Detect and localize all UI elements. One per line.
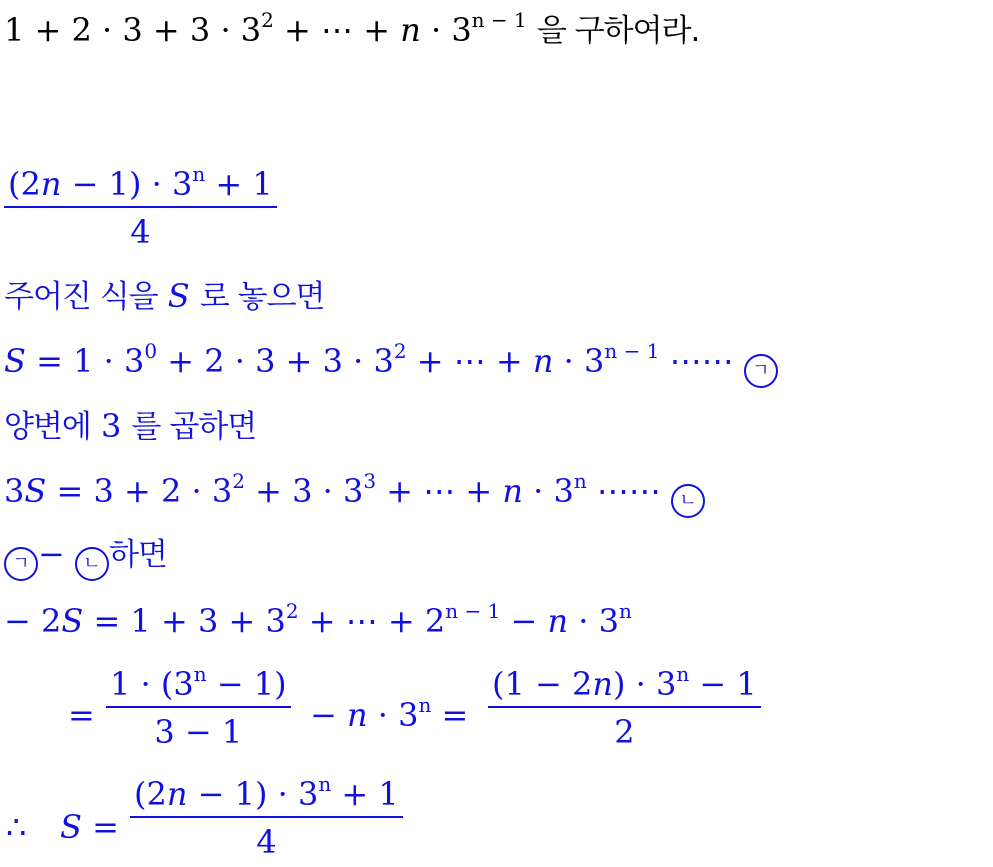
conclusion-denominator: 4 bbox=[256, 823, 277, 861]
fraction-2-denominator: 2 bbox=[614, 713, 635, 751]
answer-denominator: 4 bbox=[130, 213, 151, 251]
middle-term: − $n \cdot 3^n$ = bbox=[310, 693, 469, 734]
fraction-bar bbox=[130, 816, 403, 818]
solution-line-3 bbox=[4, 407, 257, 445]
equation-1: $S = 1 \cdot 3^0 + 2 \cdot 3 + 3 \cdot 3^2$ + ⋯ + $n \cdot 3^{n - 1}$ ⋯⋯ ㄱ bbox=[4, 345, 778, 388]
conclusion bbox=[0, 772, 993, 867]
solution-text: 주어진 식을 bbox=[4, 279, 158, 315]
fraction-bar bbox=[488, 706, 761, 708]
conclusion-fraction bbox=[130, 772, 403, 861]
fraction-bar bbox=[106, 706, 291, 708]
solution-line-5: ㄱ − ㄴ 하면 bbox=[4, 538, 167, 581]
solution-text: 양변에 bbox=[4, 409, 91, 445]
variable-s: S bbox=[167, 277, 190, 315]
circled-nieun-marker: ㄴ bbox=[75, 547, 109, 581]
fraction-1-numerator: $1 \cdot (3^n - 1)$ bbox=[110, 662, 287, 703]
circled-giyeok-marker: ㄱ bbox=[4, 547, 38, 581]
conclusion-numerator: $(2n - 1) \cdot 3^n + 1$ bbox=[134, 772, 399, 813]
fraction-2 bbox=[488, 662, 761, 751]
fraction-bar bbox=[4, 206, 277, 208]
circled-giyeok-marker: ㄱ bbox=[744, 354, 778, 388]
solution-text: 로 놓으면 bbox=[199, 279, 325, 315]
question-text: 을 구하여라. bbox=[536, 13, 700, 49]
solution-text: 하면 bbox=[108, 537, 167, 573]
answer-fraction bbox=[4, 162, 277, 251]
multiplier: 3 bbox=[101, 407, 122, 445]
question-expression: $1 + 2 \cdot 3 + 3 \cdot 3^2$ + ⋯ + $n \cdot 3^{n - 1}$ bbox=[4, 8, 527, 49]
fraction-2-numerator: $(1 - 2n) \cdot 3^n - 1$ bbox=[492, 662, 757, 703]
conclusion-lhs: S = bbox=[60, 808, 119, 846]
fraction-1-denominator: 3 − 1 bbox=[154, 713, 243, 751]
solution-text: 를 곱하면 bbox=[131, 409, 257, 445]
therefore-symbol: ∴ bbox=[6, 808, 27, 846]
solution-line-1 bbox=[4, 277, 325, 315]
equation-2: $3S = 3 + 2 \cdot 3^2 + 3 \cdot 3^3$ + ⋯ + $n \cdot 3^n$ ⋯⋯ ㄴ bbox=[4, 475, 705, 518]
equation-4 bbox=[0, 662, 993, 758]
answer-numerator: $(2n - 1) \cdot 3^n + 1$ bbox=[8, 162, 273, 203]
circled-nieun-marker: ㄴ bbox=[671, 484, 705, 518]
fraction-1 bbox=[106, 662, 291, 751]
question-line bbox=[4, 8, 700, 49]
equals-sign: = bbox=[68, 696, 95, 734]
equation-3: − $2S = 1 + 3 + 3^2$ + ⋯ + $2^{n - 1} - n \cdot 3^n$ bbox=[4, 599, 632, 640]
